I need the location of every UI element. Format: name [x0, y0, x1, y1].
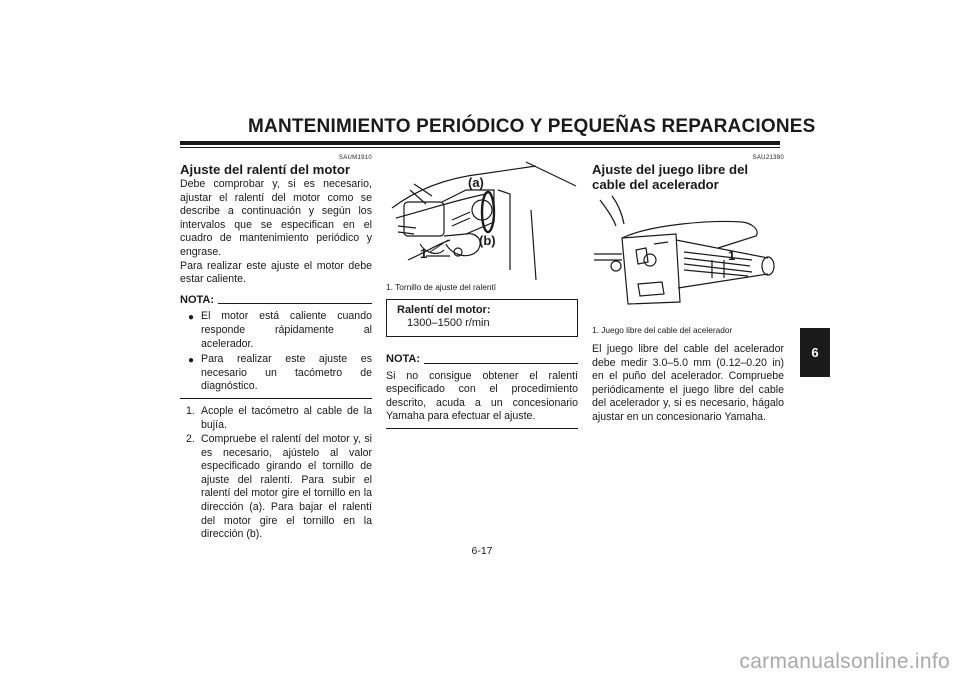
page-number: 6-17 — [471, 545, 493, 557]
spec-value: 1300–1500 r/min — [407, 317, 490, 329]
chapter-tab: 6 — [800, 328, 830, 377]
page-title: MANTENIMIENTO PERIÓDICO Y PEQUEÑAS REPARACIONES — [248, 116, 816, 137]
figure-callout-1: 1 — [728, 248, 736, 263]
nota-rule — [218, 303, 372, 304]
section-ref-code: SAUM1910 — [338, 155, 372, 161]
title-rule-thick — [180, 141, 780, 145]
throttle-grip-illustration — [592, 194, 784, 320]
idle-screw-figure — [386, 160, 578, 280]
section-heading-throttle: Ajuste del juego libre del cable del acelerador — [592, 162, 749, 192]
step-text: Acople el tacómetro al cable de la bujía. — [201, 404, 372, 431]
step-number: 2. — [186, 433, 195, 446]
idle-speed-spec-box — [386, 299, 578, 337]
throttle-body-paragraph: El juego libre del cable del acelerador debe medir 3.0–5.0 mm (0.12–0.20 in) en el puño del acelerador. Compruebe periódicamente el juego libre del cable del acelerador y, si es necesario, hágalo ajustar en un concesionario Yamaha. — [592, 343, 784, 423]
step-item — [180, 433, 372, 542]
nota-end-rule — [386, 428, 578, 429]
nota-label: NOTA: — [180, 293, 215, 306]
section-heading-idle: Ajuste del ralentí del motor — [180, 162, 351, 177]
figure-callout-1: 1 — [420, 246, 428, 261]
throttle-figure — [592, 194, 784, 320]
steps-list — [180, 405, 372, 542]
nota-item-text: Para realizar este ajuste es necesario un tacómetro de diagnóstico. — [201, 353, 372, 393]
step-text: Compruebe el ralentí del motor y, si es necesario, ajústelo al valor especificado girando el tornillo de ajuste del ralentí. Para subir el ralentí del motor gire el tornillo en la dirección (a). Para bajar el ralentí del motor gire el tornillo en la dirección (b). — [201, 433, 372, 541]
figure-caption: 1. Juego libre del cable del acelerador — [592, 325, 733, 335]
bullet-icon: ● — [188, 355, 195, 367]
idle-screw-illustration — [386, 160, 578, 280]
nota-header — [180, 294, 372, 308]
nota-text: Si no consigue obtener el ralentí especificado con el procedimiento descrito, acuda a un concesionario Yamaha para efectuar el ajuste. — [386, 369, 578, 423]
intro-paragraph-2: Para realizar este ajuste el motor debe estar caliente. — [180, 259, 372, 286]
right-column — [592, 150, 784, 425]
watermark: carmanualsonline.info — [739, 650, 950, 673]
step-item — [180, 405, 372, 432]
nota-item — [180, 353, 372, 394]
middle-column — [386, 160, 578, 435]
nota-label: NOTA: — [386, 353, 421, 365]
nota-header — [386, 353, 578, 367]
step-number: 1. — [186, 404, 195, 417]
callout-leader-line — [430, 240, 448, 252]
section-ref-code: SAU21380 — [752, 155, 784, 161]
nota-list — [180, 310, 372, 394]
bullet-icon: ● — [188, 312, 195, 324]
left-column — [180, 150, 372, 543]
nota-rule — [424, 363, 578, 364]
title-rule-thin — [180, 147, 780, 148]
figure-label-a: (a) — [468, 175, 484, 190]
nota-item — [180, 310, 372, 351]
nota-end-rule — [180, 398, 372, 399]
nota-item-text: El motor está caliente cuando responde rápidamente al acelerador. — [201, 310, 372, 350]
intro-paragraph: Debe comprobar y, si es necesario, ajustar el ralentí del motor como se describe a continuación y según los intervalos que se especifican en el cuadro de mantenimiento periódico y engrase. — [180, 178, 372, 258]
figure-label-b: (b) — [479, 233, 496, 248]
figure-caption: 1. Tornillo de ajuste del ralentí — [386, 282, 497, 292]
spec-label: Ralentí del motor: — [397, 304, 491, 316]
